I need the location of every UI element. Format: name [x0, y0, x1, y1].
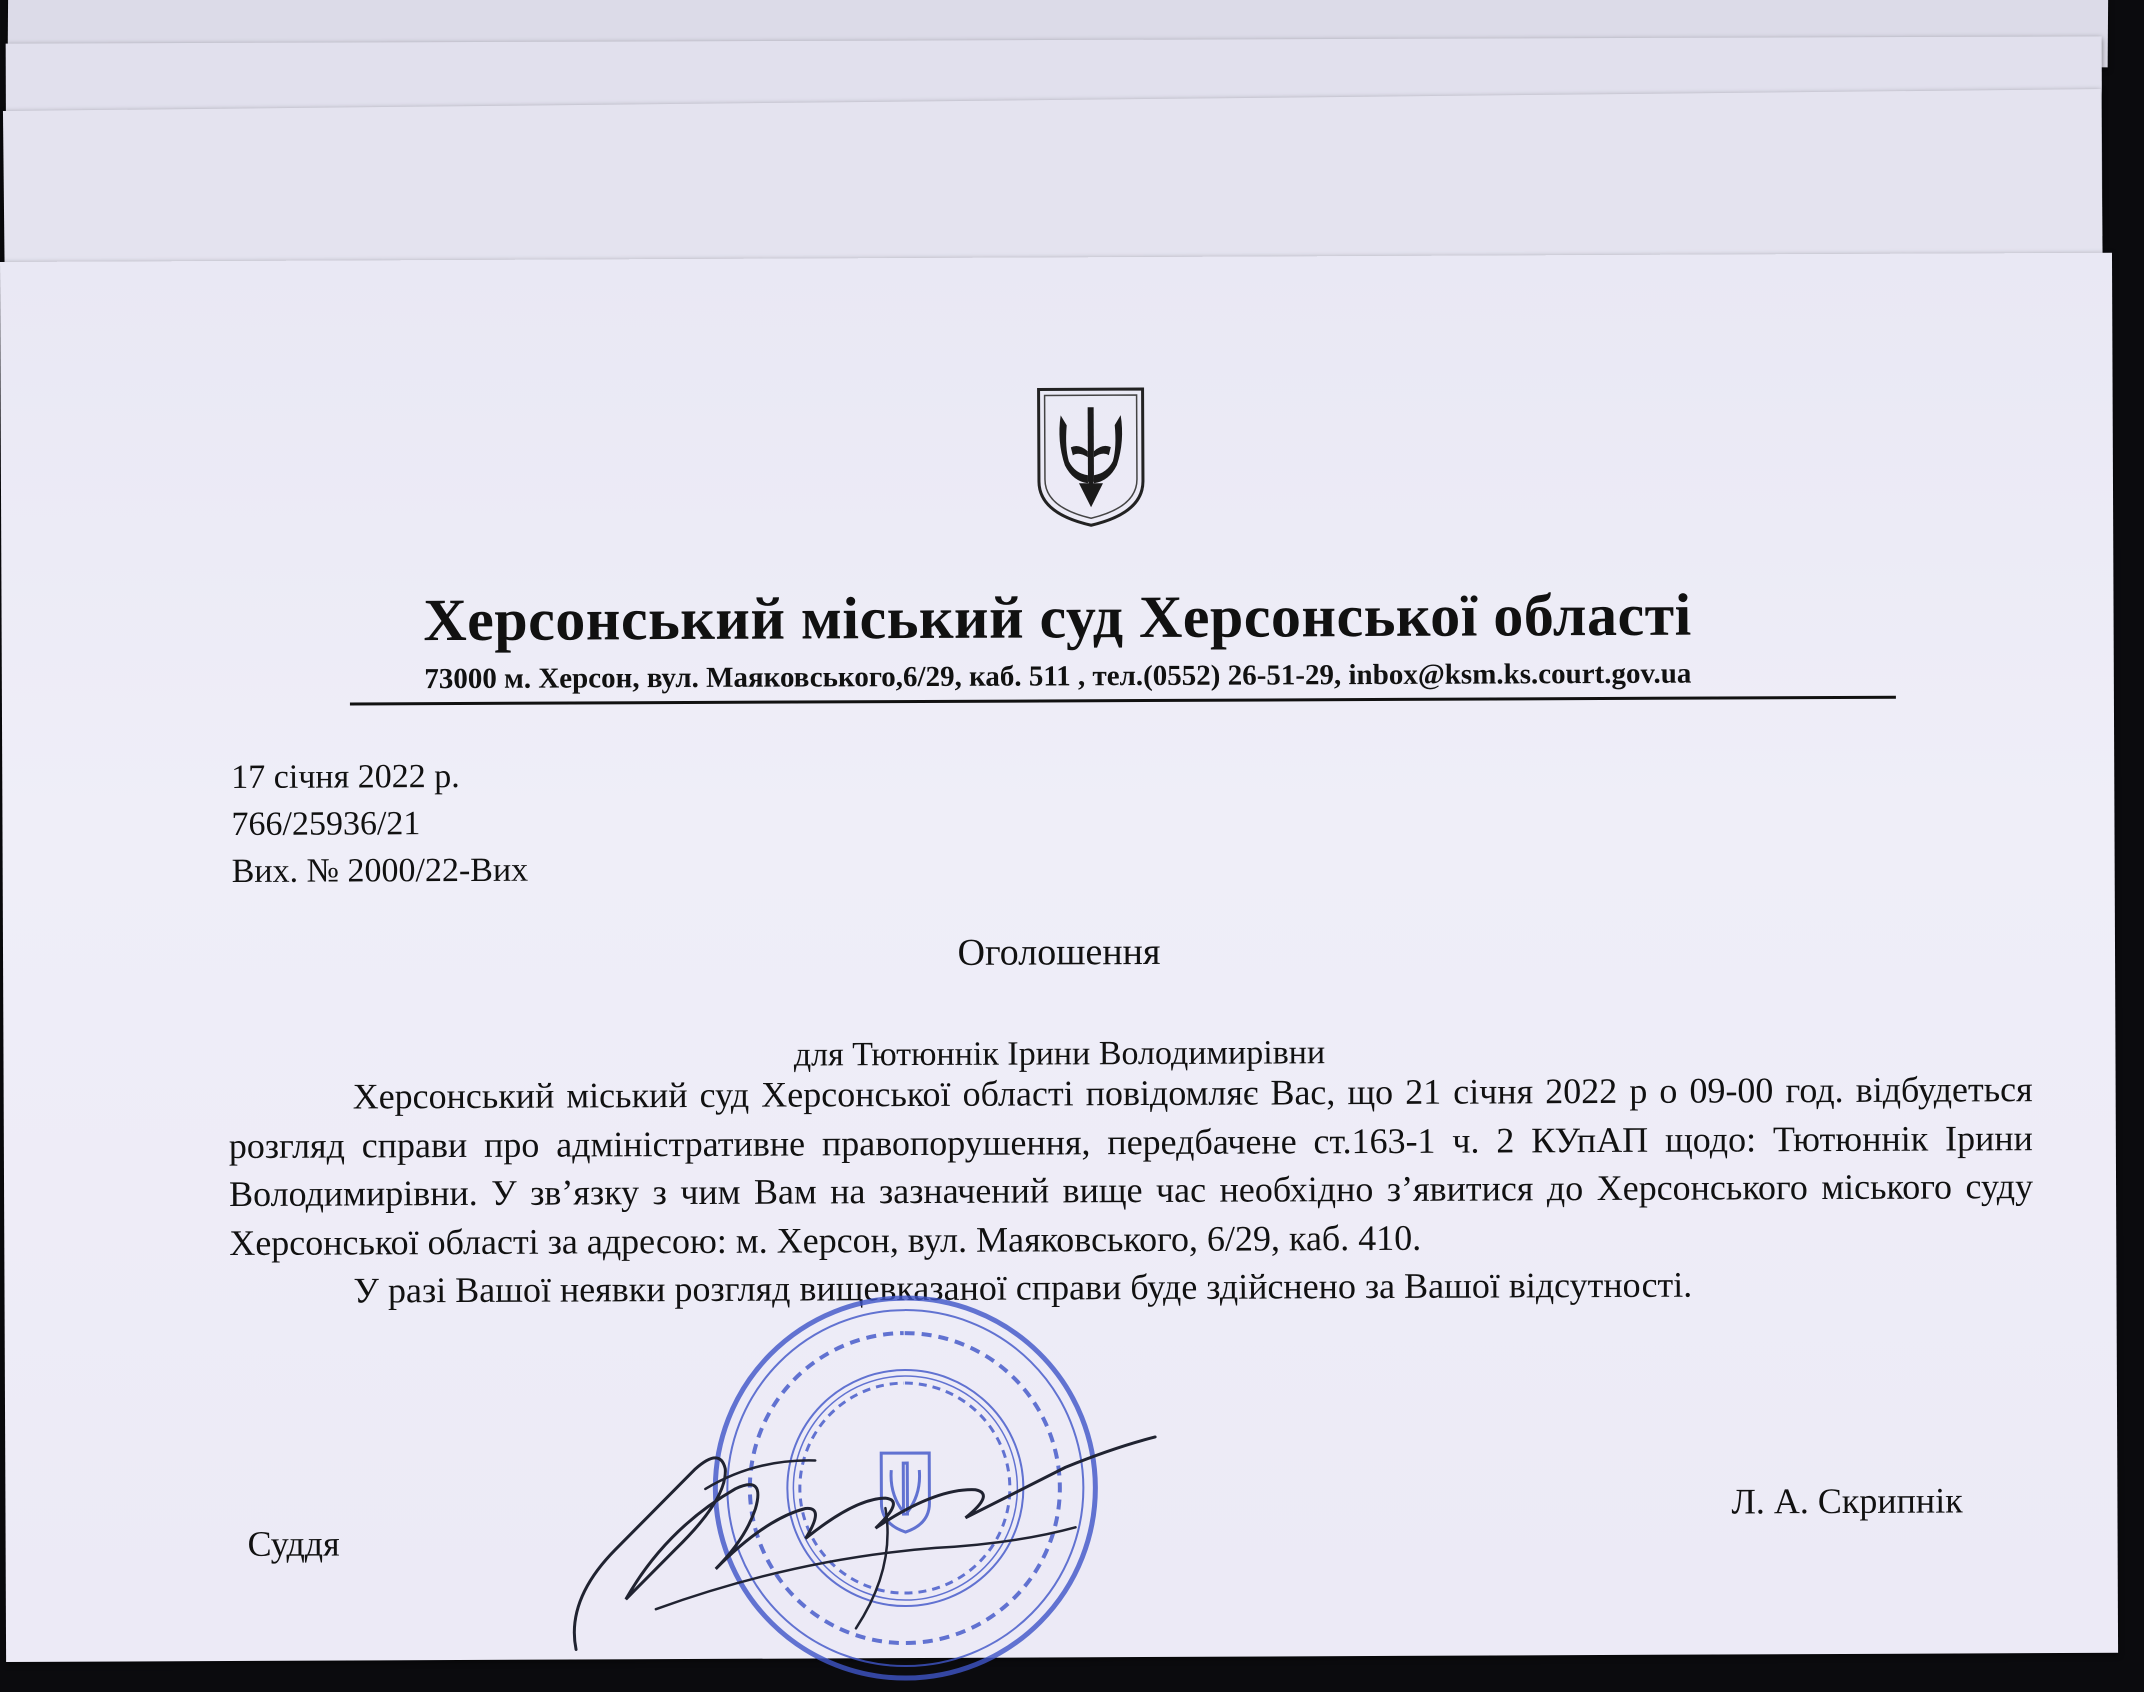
- notice-paragraph: У разі Вашої неявки розгляд вищевказаної справи буде здійснено за Вашої відсутності.: [353, 1265, 1693, 1311]
- judge-label: Суддя: [247, 1523, 340, 1564]
- document-heading: Оголошення: [957, 930, 1161, 974]
- notice-body: [229, 1065, 2034, 1316]
- court-notice-document: [0, 253, 2118, 1662]
- outgoing-number: Вих. № 2000/22-Вих: [231, 851, 529, 890]
- header-underline-divider: [350, 696, 1896, 706]
- document-date: 17 січня 2022 р.: [231, 757, 460, 796]
- handwritten-signature: [555, 1397, 1176, 1660]
- notice-paragraph: Херсонський міський суд Херсонської області повідомляє Вас, що 21 січня 2022 р о 09-00 год. відбудеться розгляд справи про адміністративне правопорушення, передбачене ст.163-1 ч. 2 КУпАП щодо: Тютюннік Ірини Володимирівни. У зв’язку з чим Вам на зазначений вище час необхідно з’явитися до Херсонського міського суду Херсонської області за адресою: м. Херсон, вул. Маяковського, 6/29, каб. 410.: [228, 1069, 2034, 1263]
- court-name-heading: Херсонський міський суд Херсонської області: [423, 581, 1692, 654]
- court-address-line: 73000 м. Херсон, вул. Маяковського,6/29, каб. 511 , тел.(0552) 26-51-29, inbox@ksm.ks.court.gov.ua: [424, 657, 1692, 696]
- trident-coat-of-arms-icon: [1035, 385, 1148, 529]
- addressee-line: для Тютюннік Ірини Володимирівни: [793, 1034, 1326, 1074]
- judge-name: Л. А. Скрипнік: [1731, 1480, 1963, 1522]
- case-number: 766/25936/21: [231, 805, 421, 843]
